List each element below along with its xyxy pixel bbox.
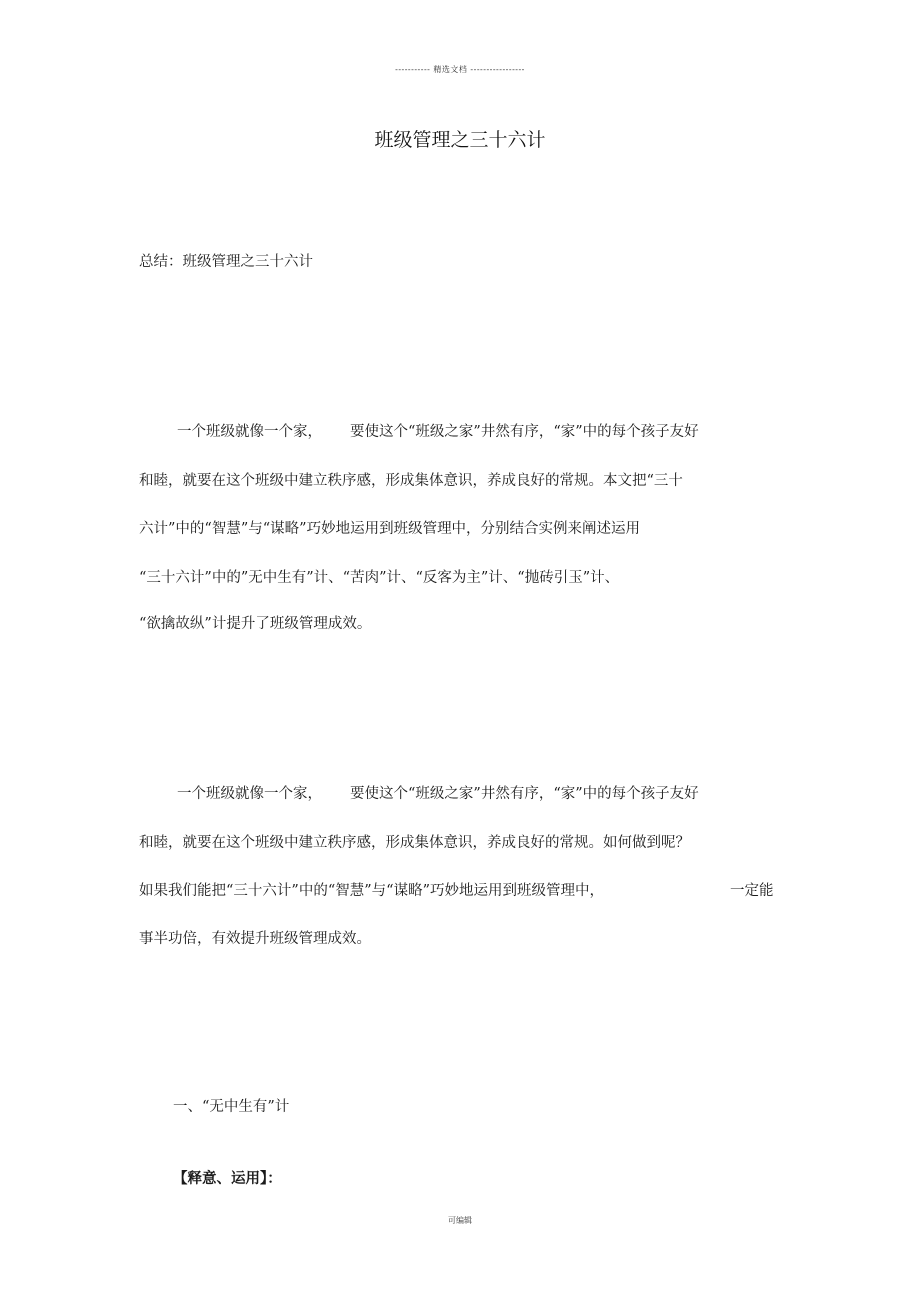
document-title: 班级管理之三十六计 [374,129,546,151]
paragraph1-line1-end: 要使这个“班级之家”井然有序，“家”中的每个孩子友好 [350,424,699,440]
paragraph2-line3-start: 如果我们能把“三十六计”中的“智慧”与“谋略”巧妙地运用到班级管理中， [139,883,604,899]
page-header: ----------- 精选文档 ----------------- [395,65,525,74]
page-footer: 可编辑 [448,1216,472,1225]
section-heading: 一、“无中生有”计 [173,1099,290,1115]
paragraph2-line1-start: 一个班级就像一个家， [177,786,322,802]
paragraph1-line1-start: 一个班级就像一个家， [177,424,322,440]
paragraph1-line3: 六计”中的“智慧”与“谋略”巧妙地运用到班级管理中，分别结合实例来阐述运用 [139,521,641,537]
paragraph2-line1-end: 要使这个“班级之家”井然有序，“家”中的每个孩子友好 [350,786,699,802]
paragraph1-line5: “欲擒故纵”计提升了班级管理成效。 [139,616,372,632]
paragraph2-line4: 事半功倍，有效提升班级管理成效。 [139,931,371,947]
paragraph2-line3-end: 一定能 [730,883,774,899]
summary-line: 总结：班级管理之三十六计 [139,254,313,270]
section-subheading: 【释意、运用】： [173,1170,282,1187]
paragraph2-line2: 和睦，就要在这个班级中建立秩序感，形成集体意识，养成良好的常规。如何做到呢？ [139,835,690,851]
paragraph1-line4: “三十六计”中的”无中生有”计、“苦肉”计、“反客为主”计、“抛砖引玉”计、 [139,570,620,586]
paragraph1-line2: 和睦，就要在这个班级中建立秩序感，形成集体意识，养成良好的常规。本文把“三十 [139,473,683,489]
